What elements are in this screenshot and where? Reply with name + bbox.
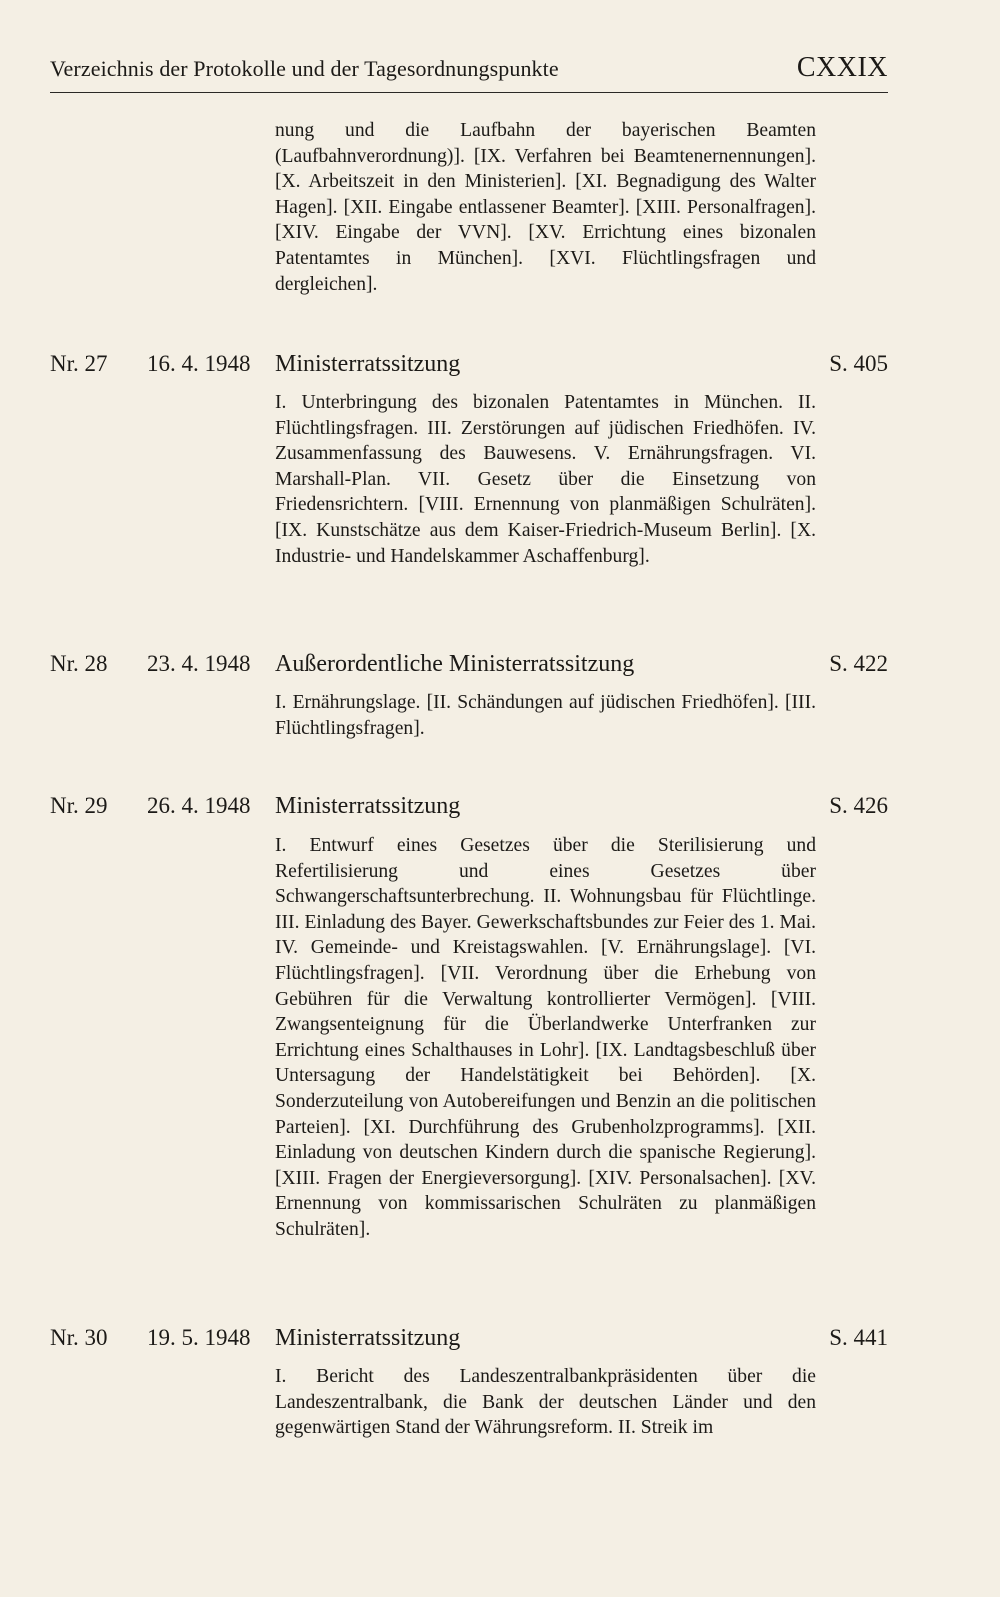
page-reference: S. 405 (829, 351, 888, 376)
agenda-text: I. Ernährungslage. [II. Schändungen auf jüdischen Friedhöfen]. [III. Flüchtlingsfragen]. (275, 692, 816, 739)
page-number: CXXIX (796, 52, 888, 83)
protocol-title: Außerordentliche Ministerratssitzung (275, 651, 635, 677)
continuation-text: nung und die Laufbahn der bayerischen Beamten (Laufbahnverordnung)]. [IX. Verfahren bei Beamtenernennungen]. [X. Arbeitszeit in den Ministerien]. [XI. Begnadigung des Walter Hagen]. [XII. Eingabe entlassener Beamter]. [XIII. Personalfragen]. [XIV. Eingabe der VVN]. [XV. Errichtung eines bizonalen Patentamtes in München]. [XVI. Flüchtlingsfragen und dergleichen]. (275, 120, 816, 295)
protocol-number: Nr. 30 (50, 1325, 108, 1350)
entry-heading (50, 1325, 888, 1357)
protocol-number: Nr. 27 (50, 351, 108, 376)
entry-heading (50, 651, 888, 683)
protocol-title: Ministerratssitzung (275, 793, 461, 819)
protocol-title: Ministerratssitzung (275, 351, 461, 377)
running-head-title: Verzeichnis der Protokolle und der Tagesordnungspunkte (50, 56, 559, 81)
page-reference: S. 426 (829, 793, 888, 818)
running-head (50, 52, 888, 93)
page-reference: S. 441 (829, 1325, 888, 1350)
protocol-date: 16. 4. 1948 (147, 351, 251, 376)
protocol-date: 19. 5. 1948 (147, 1325, 251, 1350)
protocol-date: 26. 4. 1948 (147, 793, 251, 818)
entry-heading (50, 351, 888, 383)
protocol-date: 23. 4. 1948 (147, 651, 251, 676)
page-reference: S. 422 (829, 651, 888, 676)
entry-heading (50, 793, 888, 825)
agenda-text: I. Unterbringung des bizonalen Patentamtes in München. II. Flüchtlingsfragen. III. Zerstörungen auf jüdischen Friedhöfen. IV. Zusammenfassung des Bauwesens. V. Ernährungsfragen. VI. Marshall-Plan. VII. Gesetz über die Einsetzung von Friedensrichtern. [VIII. Ernennung von planmäßigen Schulräten]. [IX. Kunstschätze aus dem Kaiser-Friedrich-Museum Berlin]. [X. Industrie- und Handelskammer Aschaffenburg]. (275, 392, 816, 567)
protocol-number: Nr. 29 (50, 793, 108, 818)
protocol-title: Ministerratssitzung (275, 1325, 461, 1351)
protocol-number: Nr. 28 (50, 651, 108, 676)
agenda-text: I. Entwurf eines Gesetzes über die Sterilisierung und Refertilisierung und eines Gesetzes über Schwangerschaftsunterbrechung. II. Wohnungsbau für Flüchtlinge. III. Einladung des Bayer. Gewerkschaftsbundes zur Feier des 1. Mai. IV. Gemeinde- und Kreistagswahlen. [V. Ernährungslage]. [VI. Flüchtlingsfragen]. [VII. Verordnung über die Erhebung von Gebühren für die Verwaltung kontrollierter Vermögen]. [VIII. Zwangsenteignung für die Überlandwerke Unterfranken zur Errichtung eines Schalthauses in Lohr]. [IX. Landtagsbeschluß über Untersagung der Handelstätigkeit bei Behörden]. [X. Sonderzuteilung von Autobereifungen und Benzin an die politischen Parteien]. [XI. Durchführung des Grubenholzprogramms]. [XII. Einladung von deutschen Kindern durch die spanische Regierung]. [XIII. Fragen der Energieversorgung]. [XIV. Personalsachen]. [XV. Ernennung von kommissarischen Schulräten zu planmäßigen Schulräten]. (275, 835, 816, 1240)
agenda-text: I. Bericht des Landeszentralbankpräsidenten über die Landeszentralbank, die Bank der deutschen Länder und den gegenwärtigen Stand der Währungsreform. II. Streik im (275, 1366, 816, 1439)
